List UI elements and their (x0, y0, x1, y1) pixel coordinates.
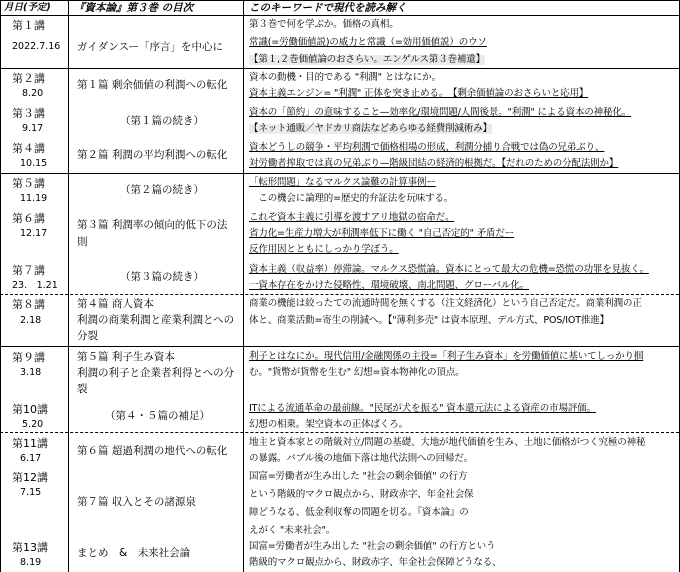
chapter-title: 第１篇 剰余価値の利潤への転化 (77, 79, 228, 91)
session-number: 第４講 (12, 142, 45, 155)
keyword-line: これぞ資本主義に引導を渡すアリ地獄の宿命だ。 (249, 212, 455, 223)
session-number: 第７講 (12, 264, 45, 277)
chapter-title: 第３篇 利潤率の傾向的低下の法 (77, 219, 228, 231)
session-number: 第８講 (12, 298, 45, 311)
row-divider (0, 346, 679, 347)
keyword-line: という階級的マクロ観点から、財政赤字、年金社会保 (249, 489, 474, 500)
session-number: 第11講 (12, 437, 48, 450)
session-date: 10.15 (20, 158, 48, 169)
session-number: 第12講 (12, 471, 48, 484)
table-border-left (0, 0, 1, 572)
session-date: 7.15 (20, 487, 42, 498)
keyword-line: 対労働者搾取では真の兄弟ぶり—階級団結の経済的根拠だ。【だれのための分配法則か】 (249, 158, 619, 169)
row-divider (0, 173, 679, 174)
chapter-title: 第２篇 利潤の平均利潤への転化 (77, 149, 228, 161)
keyword-line: 国富=労働者が生み出した "社会の剰余価値" の行方という (249, 541, 496, 552)
chapter-title: 則 (77, 236, 88, 248)
keyword-line: 反作用因とともにしっかり学ぼう。 (249, 244, 399, 255)
keyword-line: 資本の「節約」の意味すること—効率化/環境問題/人間後景。"利潤" による資本の神秘化。 (249, 107, 632, 118)
keyword-line: 省力化=生産力増大が利潤率低下に働く "自己否定的" 矛盾だー (249, 228, 515, 239)
chapter-title: （第１篇の続き） (120, 115, 204, 127)
keyword-line: 幻想の相乗。架空資本の正体ばくろ。 (249, 419, 408, 430)
chapter-title: 第５篇 利子生み資本 (77, 351, 175, 363)
keyword-line: 体と、商業活動=寄生の削減へ。【"薄利多売" は資本原理、デル方式、POS/IOT推進】 (249, 315, 609, 326)
keyword-line: 常識(=労働価値説)の威力と常識（=効用価値説）のウソ (249, 37, 487, 48)
keyword-line: 資本主義エンジン= "利潤" 正体を突き止める。 【剰余価値論のおさらいと応用】 (249, 88, 589, 99)
keyword-line: 資本の動機・目的である "利潤" とはなにか。 (249, 72, 441, 83)
header-divider (0, 15, 679, 16)
keyword-line: 一資本存在をかけた侵略性、環境破壊、南北問題、グローバル化。 (249, 280, 530, 291)
session-date: 11.19 (20, 193, 48, 204)
chapter-title: 利潤の利子と企業者利得とへの分 (77, 367, 235, 379)
row-divider (0, 68, 679, 69)
chapter-title: 分裂 (77, 330, 98, 342)
session-number: 第６講 (12, 212, 45, 225)
session-date: 9.17 (22, 123, 44, 134)
session-date: 2022.7.16 (12, 41, 61, 52)
keyword-line: 資本主義（収益率）停滞論。マルクス恐慌論。資本にとって最大の危機=恐慌の功罪を見抜く。 (249, 264, 649, 275)
session-number: 第１講 (12, 19, 45, 32)
column-divider-date (68, 0, 69, 572)
session-date: 8.20 (22, 88, 44, 99)
keyword-line: この機会に論理的=歴史的弁証法を玩味する。 (249, 193, 454, 204)
chapter-title: 利潤の商業利潤と産業利潤とへの (77, 314, 235, 326)
chapter-title: 第７篇 収入とその諸源泉 (77, 496, 196, 508)
session-date: 2.18 (20, 315, 42, 326)
session-date: 6.17 (20, 453, 42, 464)
keyword-line: ITによる流通革命の最前線。"民尾が犬を振る" 資本還元法による資産の市場評価。 (249, 403, 596, 414)
session-date: 12.17 (20, 228, 48, 239)
keyword-line: 商業の機能は絞ったての流通時間を無くする（注文経済化）という自己否定だ。商業利潤の正 (249, 298, 642, 309)
chapter-title: （第４・５篇の補足） (105, 410, 210, 422)
keyword-line: 階級的マクロ観点から、財政赤字、年金社会保障どうなる、 (249, 557, 502, 568)
session-date: 3.18 (20, 367, 42, 378)
table-border-top (0, 0, 679, 1)
session-number: 第３講 (12, 107, 45, 120)
keyword-line: 国富=労働者が生み出した "社会の剰余価値" の行方 (249, 471, 468, 482)
chapter-title: （第２篇の続き） (120, 184, 204, 196)
keyword-line: 第３巻で何を学ぶか。価格の真相。 (249, 19, 399, 30)
keyword-line: 資本どうしの競争・平均利潤で価格相場の形成、利潤分捕り合戦では偽の兄弟ぶり、 (249, 142, 605, 153)
keyword-line: む。"貨幣が貨幣を生む" 幻想=資本物神化の頂点。 (249, 367, 465, 378)
chapter-title: まとめ & 未来社会論 (77, 547, 191, 559)
keyword-line: 【第１,２巻価値論のおさらい。エンゲルス第３巻補遺】 (249, 54, 485, 65)
keyword-line: 「転形問題」なるマルクス論難の計算事例ー (249, 177, 436, 188)
keyword-line: 【ネット通販／ヤドカリ商法などあらゆる経費削減術み】 (249, 123, 492, 134)
session-number: 第２講 (12, 72, 45, 85)
session-date: 8.19 (20, 557, 42, 568)
keyword-line: えがく "未来社会"。 (249, 525, 336, 536)
row-divider (0, 432, 679, 433)
header-date: 月日(予定) (4, 2, 51, 13)
chapter-title: 第６篇 超過利潤の地代への転化 (77, 445, 228, 457)
column-divider-chapter (243, 0, 244, 572)
session-number: 第10講 (12, 403, 48, 416)
session-number: 第９講 (12, 351, 45, 364)
keyword-line: 利子とはなにか。現代信用/金融関係の主役=「利子生み資本」を労働価値に基いてしっかり掴 (249, 351, 644, 362)
chapter-title: （第３篇の続き） (120, 271, 204, 283)
header-keyword: このキーワードで現代を読み解く (249, 2, 407, 14)
chapter-title: ガイダンスー「序言」を中心に (77, 41, 223, 53)
keyword-line: 地主と資本家との階級対立/問題の基礎、大地が地代価値を生み、土地に価格がつく究極の神秘 (249, 437, 646, 448)
session-date: 23. 1.21 (12, 280, 58, 291)
session-number: 第13講 (12, 541, 48, 554)
chapter-title: 第４篇 商人資本 (77, 298, 154, 310)
session-date: 5.20 (22, 419, 44, 430)
chapter-title: 裂 (77, 383, 88, 395)
session-number: 第５講 (12, 177, 45, 190)
row-divider (0, 294, 679, 295)
keyword-line: 障どうなる、低金利収奪の問題を切る。『資本論』の (249, 507, 469, 518)
header-chapter: 『資本論』第３巻 の目次 (74, 2, 194, 14)
keyword-line: の暴露。バブル後の地価下落は地代法則への回帰だ。 (249, 453, 474, 464)
